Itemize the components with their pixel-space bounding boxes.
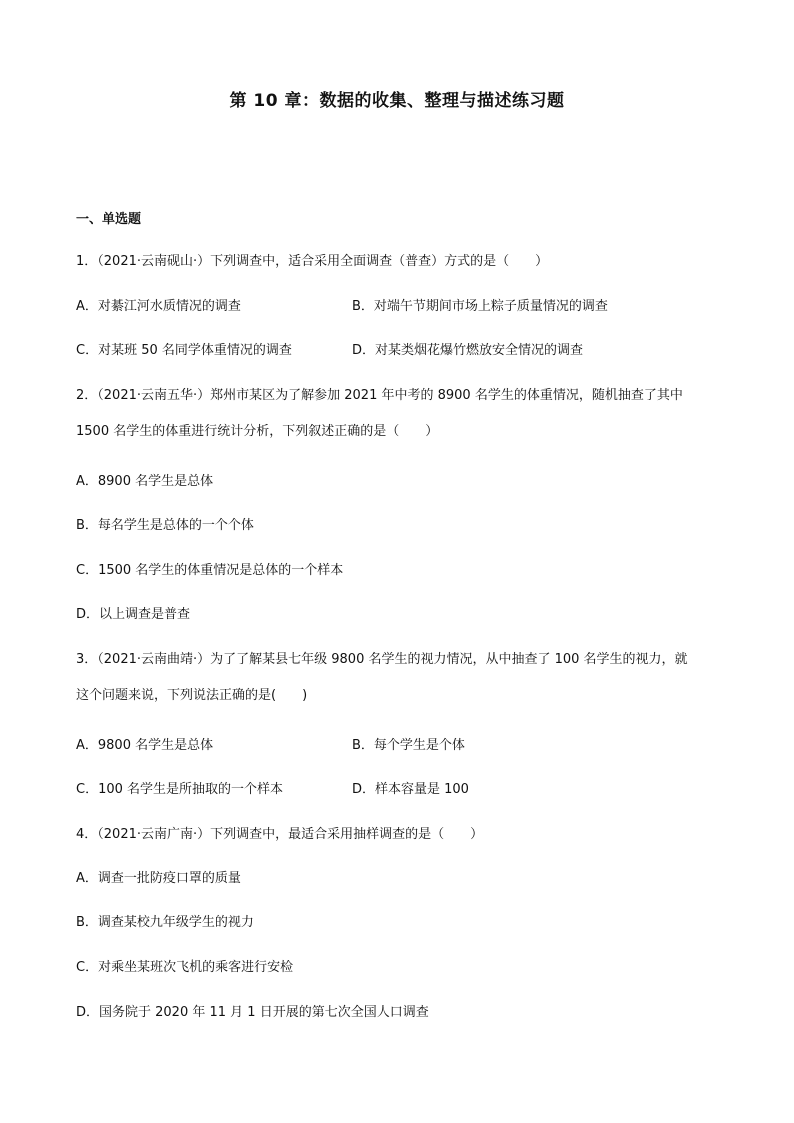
question-3-option-b: B．每个学生是个体	[352, 738, 465, 753]
question-2-option-b: B．每名学生是总体的一个个体	[76, 518, 254, 533]
question-3-stem-line-2: 这个问题来说，下列说法正确的是( )	[76, 688, 308, 703]
question-2-option-c: C．1500 名学生的体重情况是总体的一个样本	[76, 563, 344, 578]
question-3-option-a: A．9800 名学生是总体	[76, 738, 214, 753]
question-4-option-b: B．调查某校九年级学生的视力	[76, 915, 254, 930]
section-heading: 一、单选题	[76, 212, 142, 227]
question-1-option-c: C．对某班 50 名同学体重情况的调查	[76, 343, 292, 358]
question-1-option-d: D．对某类烟花爆竹燃放安全情况的调查	[352, 343, 584, 358]
question-4-option-c: C．对乘坐某班次飞机的乘客进行安检	[76, 960, 294, 975]
question-1-stem: 1．（2021·云南砚山·）下列调查中，适合采用全面调查（普查）方式的是（ ）	[76, 254, 549, 269]
question-3-option-c: C．100 名学生是所抽取的一个样本	[76, 782, 284, 797]
question-1-option-a: A．对綦江河水质情况的调查	[76, 299, 241, 314]
page-title: 第 10 章：数据的收集、整理与描述练习题	[229, 91, 565, 111]
question-2-option-a: A．8900 名学生是总体	[76, 474, 214, 489]
question-3-stem-line-1: 3．（2021·云南曲靖·）为了了解某县七年级 9800 名学生的视力情况，从中抽查了 100 名学生的视力，就	[76, 652, 688, 667]
question-4-option-a: A．调查一批防疫口罩的质量	[76, 871, 241, 886]
question-2-stem-line-2: 1500 名学生的体重进行统计分析，下列叙述正确的是（ ）	[76, 424, 439, 439]
question-4-stem: 4．（2021·云南广南·）下列调查中，最适合采用抽样调查的是（ ）	[76, 827, 484, 842]
question-2-option-d: D．以上调查是普查	[76, 607, 191, 622]
question-1-option-b: B．对端午节期间市场上粽子质量情况的调查	[352, 299, 608, 314]
question-3-option-d: D．样本容量是 100	[352, 782, 469, 797]
question-4-option-d: D．国务院于 2020 年 11 月 1 日开展的第七次全国人口调查	[76, 1005, 429, 1020]
question-2-stem-line-1: 2．（2021·云南五华·）郑州市某区为了解参加 2021 年中考的 8900 名学生的体重情况，随机抽查了其中	[76, 388, 683, 403]
